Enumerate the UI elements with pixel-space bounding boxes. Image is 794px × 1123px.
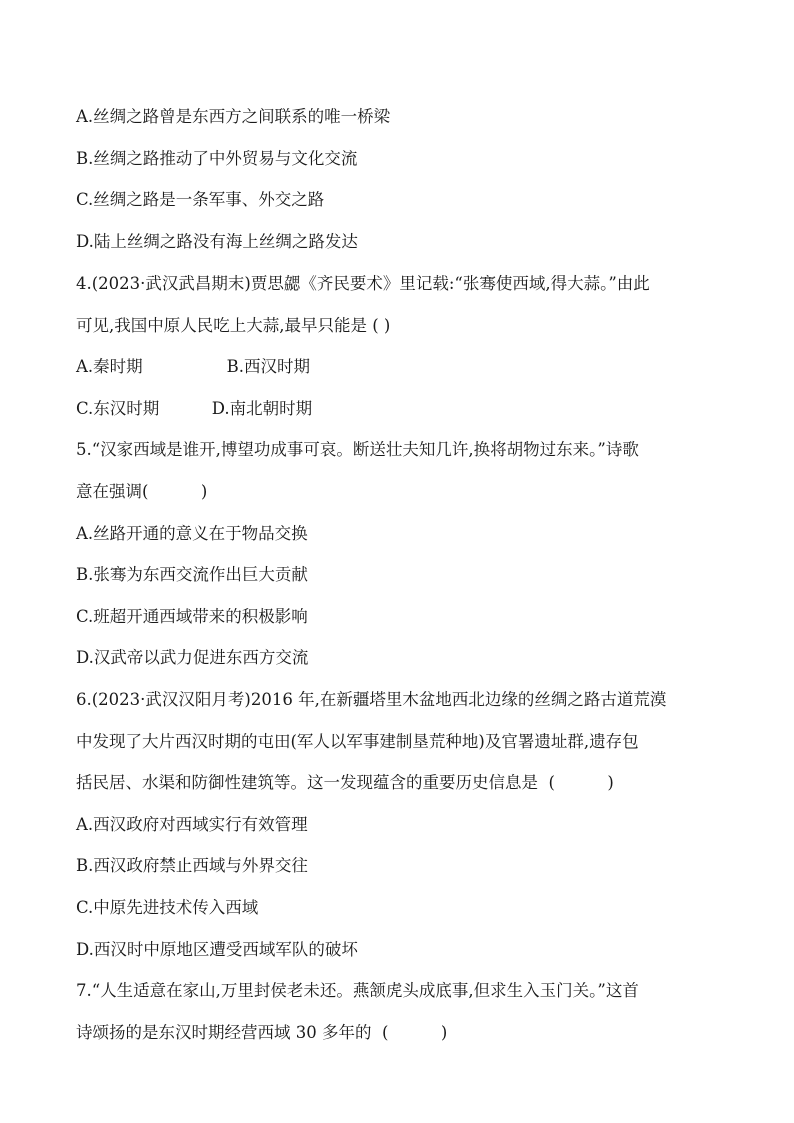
q4-options-row-1: A.秦时期 B.西汉时期: [76, 357, 310, 376]
q5-option-a: A.丝路开通的意义在于物品交换: [76, 524, 308, 543]
q4-stem-line-1: 4.(2023·武汉武昌期末)贾思勰《齐民要术》里记载:“张骞使西域,得大蒜。”由此: [76, 274, 650, 293]
q3-option-b: B.丝绸之路推动了中外贸易与文化交流: [76, 149, 358, 168]
q6-stem-line-2: 中发现了大片西汉时期的屯田(军人以军事建制垦荒种地)及官署遗址群,遗存包: [76, 732, 639, 751]
q7-stem-line-2: 诗颂扬的是东汉时期经营西域 30 多年的 ( ): [76, 1023, 448, 1042]
q4-options-row-2: C.东汉时期 D.南北朝时期: [76, 399, 313, 418]
q5-option-d: D.汉武帝以武力促进东西方交流: [76, 648, 309, 667]
q5-stem-line-1: 5.“汉家西域是谁开,博望功成事可哀。断送壮夫知几许,换将胡物过东来。”诗歌: [76, 440, 639, 459]
q5-stem-line-2: 意在强调( ): [76, 482, 208, 501]
q5-option-c: C.班超开通西域带来的积极影响: [76, 607, 308, 626]
q6-option-c: C.中原先进技术传入西域: [76, 898, 259, 917]
q6-option-d: D.西汉时中原地区遭受西域军队的破坏: [76, 940, 358, 959]
q6-option-a: A.西汉政府对西域实行有效管理: [76, 815, 308, 834]
q4-stem-line-2: 可见,我国中原人民吃上大蒜,最早只能是 ( ): [76, 316, 391, 335]
q6-option-b: B.西汉政府禁止西域与外界交往: [76, 856, 308, 875]
q3-option-c: C.丝绸之路是一条军事、外交之路: [76, 190, 325, 209]
q6-stem-line-1: 6.(2023·武汉汉阳月考)2016 年,在新疆塔里木盆地西北边缘的丝绸之路古道荒漠: [76, 690, 667, 709]
q6-stem-line-3: 括民居、水渠和防御性建筑等。这一发现蕴含的重要历史信息是 ( ): [76, 773, 614, 792]
q3-option-d: D.陆上丝绸之路没有海上丝绸之路发达: [76, 232, 358, 251]
q3-option-a: A.丝绸之路曾是东西方之间联系的唯一桥梁: [76, 107, 391, 126]
q7-stem-line-1: 7.“人生适意在家山,万里封侯老未还。燕颔虎头成底事,但求生入玉门关。”这首: [76, 981, 639, 1000]
q5-option-b: B.张骞为东西交流作出巨大贡献: [76, 565, 308, 584]
